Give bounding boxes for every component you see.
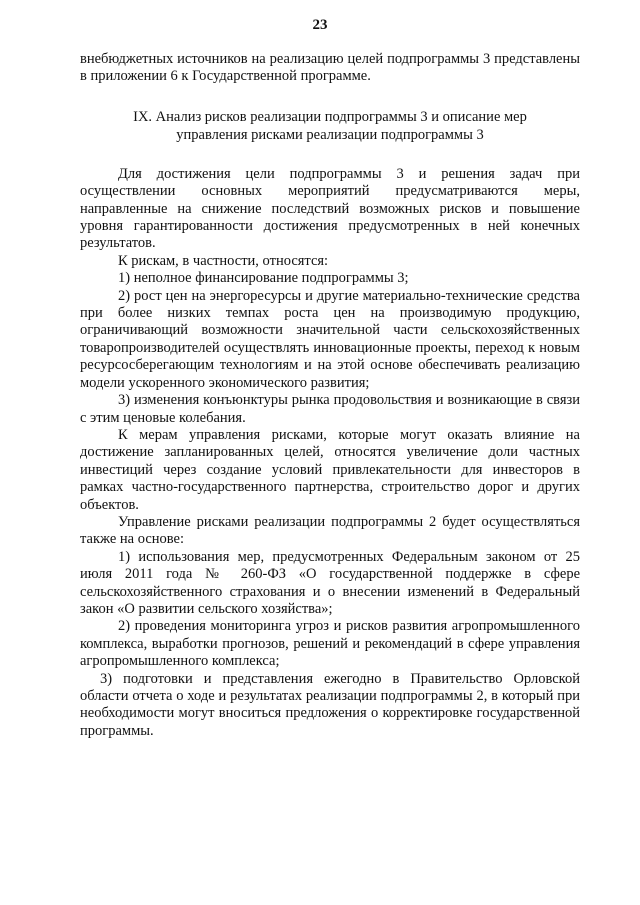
risk-item-2: 2) рост цен на энергоресурсы и другие материально-технические средства при более низких темпах роста цен на производимую продукцию, ограничивающий возможности значительной части сельскохозяйственных товаропроизводителей осуществлять инновационные проекты, переход к новым ресурсосберегающим технологиям и на этой основе обеспечивать реализацию модели ускоренного экономического развития; — [80, 287, 580, 391]
section-heading-line-2: управления рисками реализации подпрограммы 3 — [176, 126, 484, 143]
risk-item-1: 1) неполное финансирование подпрограммы 3; — [118, 270, 409, 287]
section-heading — [80, 108, 580, 144]
document-body — [80, 51, 580, 740]
paragraph-funding-sources: внебюджетных источников на реализацию целей подпрограммы 3 представлены в приложении 6 к Государственной программе. — [80, 51, 580, 85]
paragraph-risks-list-intro: К рискам, в частности, относятся: — [118, 252, 329, 269]
section-heading-line-1: IX. Анализ рисков реализации подпрограммы 3 и описание мер — [133, 108, 527, 125]
basis-item-2: 2) проведения мониторинга угроз и рисков развития агропромышленного комплекса, выработки прогнозов, решений и рекомендаций в сфере управления агропромышленного комплекса; — [80, 618, 580, 670]
risk-item-3: 3) изменения конъюнктуры рынка продовольствия и возникающие в связи с этим ценовые колебания. — [80, 392, 580, 426]
paragraph-risk-management-basis: Управление рисками реализации подпрограммы 2 будет осуществляться также на основе: — [80, 513, 580, 548]
paragraph-risk-management-measures: К мерам управления рисками, которые могут оказать влияние на достижение запланированных целей, относятся увеличение доли частных инвестиций через создание условий привлекательности для инвесторов в рамках частно-государственного партнерства, строительство дорог и других объектов. — [80, 426, 580, 513]
paragraph-risk-measures-intro: Для достижения цели подпрограммы 3 и решения задач при осуществлении основных мероприятий предусматриваются меры, направленные на снижение последствий возможных рисков и повышение уровня гарантированности достижения предусмотренных в ней конечных результатов. — [80, 165, 580, 252]
page-number: 23 — [312, 17, 328, 33]
basis-item-3: 3) подготовки и представления ежегодно в Правительство Орловской области отчета о ходе и результатах реализации подпрограммы 2, в который при необходимости могут вноситься предложения о корректировке государственной программы. — [80, 670, 580, 739]
basis-item-1: 1) использования мер, предусмотренных Федеральным законом от 25 июля 2011 года № 260-ФЗ «О государственной поддержке в сфере сельскохозяйственного страхования и о внесении изменений в Федеральный закон «О развитии сельского хозяйства»; — [80, 548, 580, 617]
